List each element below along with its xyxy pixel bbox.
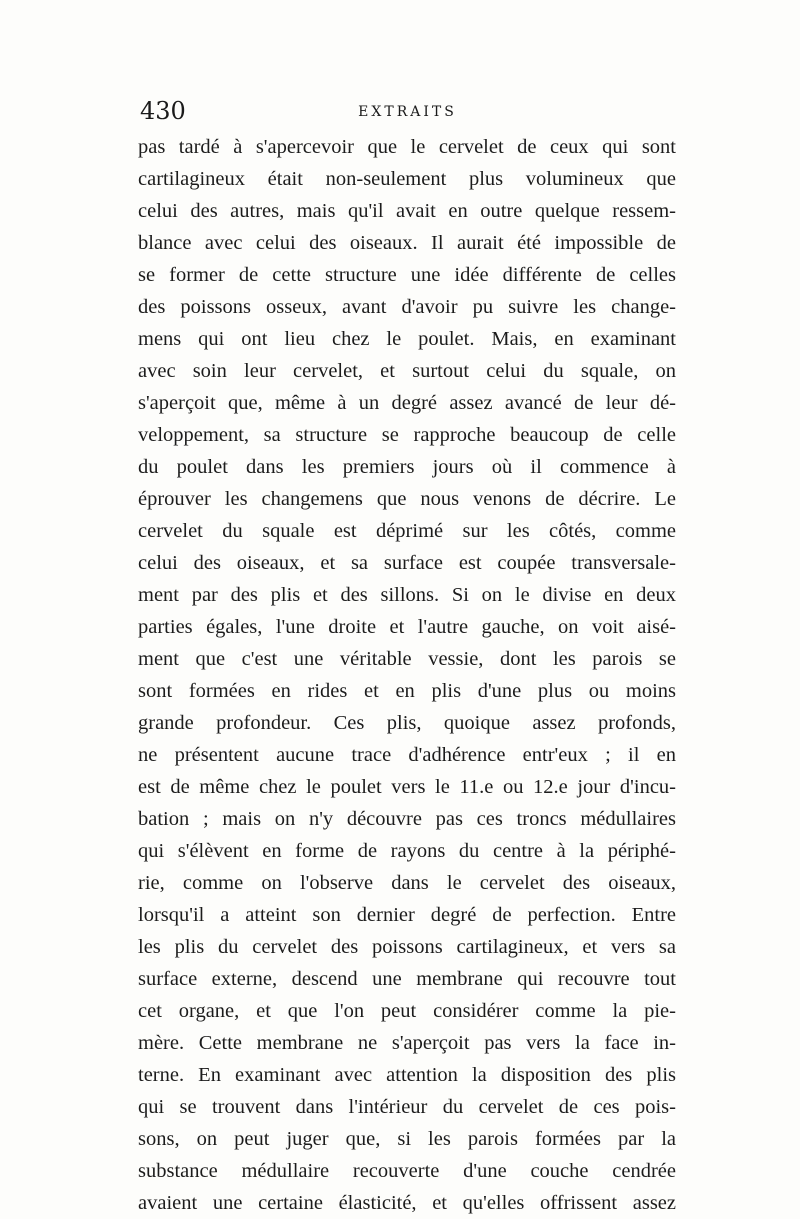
text-line: du poulet dans les premiers jours où il commence à — [138, 456, 676, 478]
text-line: surface externe, descend une membrane qui recouvre tout — [138, 968, 676, 990]
running-title: EXTRAITS — [358, 104, 457, 120]
text-line: ment que c'est une véritable vessie, dont les parois se — [138, 648, 676, 670]
text-line: mens qui ont lieu chez le poulet. Mais, en examinant — [138, 328, 676, 350]
text-line: s'aperçoit que, même à un degré assez avancé de leur dé- — [138, 392, 676, 414]
text-line: ne présentent aucune trace d'adhérence entr'eux ; il en — [138, 744, 676, 766]
text-line: rie, comme on l'observe dans le cervelet des oiseaux, — [138, 872, 676, 894]
text-line: bation ; mais on n'y découvre pas ces troncs médullaires — [138, 808, 676, 830]
text-line: celui des oiseaux, et sa surface est coupée transversale- — [138, 552, 676, 574]
text-line: qui se trouvent dans l'intérieur du cervelet de ces pois- — [138, 1096, 676, 1118]
text-line: lorsqu'il a atteint son dernier degré de perfection. Entre — [138, 904, 676, 926]
text-line: cet organe, et que l'on peut considérer comme la pie- — [138, 1000, 676, 1022]
text-line: sont formées en rides et en plis d'une plus ou moins — [138, 680, 676, 702]
text-line: des poissons osseux, avant d'avoir pu suivre les change- — [138, 296, 676, 318]
text-line: grande profondeur. Ces plis, quoique assez profonds, — [138, 712, 676, 734]
text-line: mère. Cette membrane ne s'aperçoit pas vers la face in- — [138, 1032, 676, 1054]
text-line: substance médullaire recouverte d'une couche cendrée — [138, 1160, 676, 1182]
body-text — [138, 131, 676, 1219]
text-line: terne. En examinant avec attention la disposition des plis — [138, 1064, 676, 1086]
text-line: se former de cette structure une idée différente de celles — [138, 264, 676, 286]
text-line: éprouver les changemens que nous venons de décrire. Le — [138, 488, 676, 510]
page-number: 430 — [140, 97, 186, 125]
text-line: cartilagineux était non-seulement plus volumineux que — [138, 168, 676, 190]
text-line: est de même chez le poulet vers le 11.e ou 12.e jour d'incu- — [138, 776, 676, 798]
text-line: celui des autres, mais qu'il avait en outre quelque ressem- — [138, 200, 676, 222]
text-line: avaient une certaine élasticité, et qu'elles offrissent assez — [138, 1192, 676, 1214]
running-head — [140, 96, 675, 126]
text-line: veloppement, sa structure se rapproche beaucoup de celle — [138, 424, 676, 446]
text-line: parties égales, l'une droite et l'autre gauche, on voit aisé- — [138, 616, 676, 638]
text-line: avec soin leur cervelet, et surtout celui du squale, on — [138, 360, 676, 382]
text-line: ment par des plis et des sillons. Si on le divise en deux — [138, 584, 676, 606]
text-line: qui s'élèvent en forme de rayons du centre à la périphé- — [138, 840, 676, 862]
text-line: les plis du cervelet des poissons cartilagineux, et vers sa — [138, 936, 676, 958]
text-line: pas tardé à s'apercevoir que le cervelet de ceux qui sont — [138, 136, 676, 158]
text-line: sons, on peut juger que, si les parois formées par la — [138, 1128, 676, 1150]
text-line: cervelet du squale est déprimé sur les côtés, comme — [138, 520, 676, 542]
text-line: blance avec celui des oiseaux. Il aurait été impossible de — [138, 232, 676, 254]
